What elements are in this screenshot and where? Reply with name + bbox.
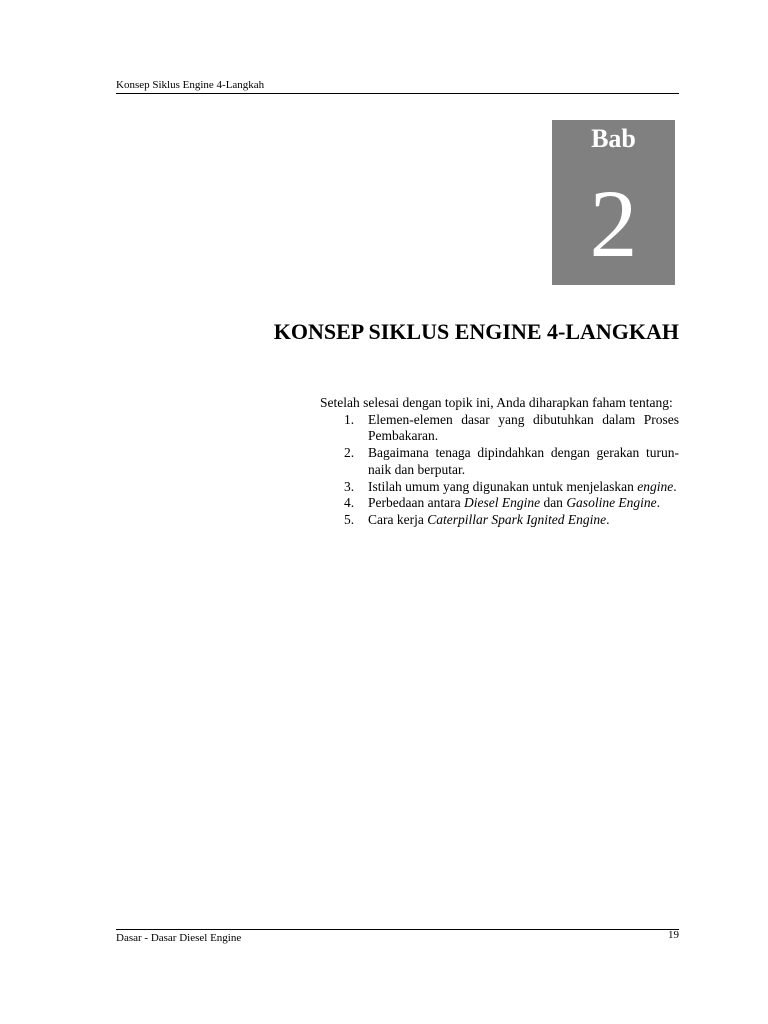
- objective-text: Istilah umum yang digunakan untuk menjelaskan: [368, 478, 638, 494]
- objective-emphasis: Gasoline Engine: [566, 495, 657, 511]
- objective-item: [320, 479, 679, 496]
- footer-book-title: Dasar - Dasar Diesel Engine: [116, 932, 242, 944]
- objective-text: .: [673, 478, 677, 494]
- running-header-title: Konsep Siklus Engine 4-Langkah: [116, 79, 265, 91]
- running-footer: [116, 929, 679, 945]
- objective-text: Cara kerja: [368, 511, 428, 527]
- chapter-number: 2: [589, 170, 638, 277]
- objective-text: dan: [540, 495, 567, 511]
- objective-text: Bagaimana tenaga dipindahkan dengan gerakan turun-naik dan berputar.: [368, 445, 679, 477]
- objective-text: Elemen-elemen dasar yang dibutuhkan dalam Proses Pembakaran.: [368, 411, 679, 444]
- objectives-intro: Setelah selesai dengan topik ini, Anda diharapkan faham tentang:: [320, 395, 673, 410]
- learning-objectives: [320, 395, 679, 529]
- objective-text: Perbedaan antara: [368, 495, 464, 511]
- objective-number: 4.: [344, 495, 355, 511]
- objective-number: 1.: [344, 411, 355, 427]
- objective-emphasis: Caterpillar Spark Ignited Engine: [427, 511, 607, 527]
- objective-number: 2.: [344, 445, 355, 461]
- objective-text: .: [656, 495, 661, 511]
- objective-item: [320, 495, 679, 512]
- objective-text: .: [606, 511, 610, 527]
- objectives-list: [320, 412, 679, 529]
- running-header: [116, 78, 679, 94]
- objective-item: [320, 412, 679, 445]
- page-number: 19: [668, 929, 679, 941]
- chapter-box: [552, 120, 675, 285]
- chapter-title: KONSEP SIKLUS ENGINE 4-LANGKAH: [273, 319, 679, 344]
- objective-number: 3.: [344, 478, 355, 494]
- objective-number: 5.: [344, 511, 355, 527]
- chapter-label: Bab: [591, 124, 636, 153]
- objective-item: [320, 445, 679, 478]
- objective-emphasis: engine: [637, 478, 674, 494]
- objective-emphasis: Diesel Engine: [463, 495, 541, 511]
- objective-item: [320, 512, 679, 529]
